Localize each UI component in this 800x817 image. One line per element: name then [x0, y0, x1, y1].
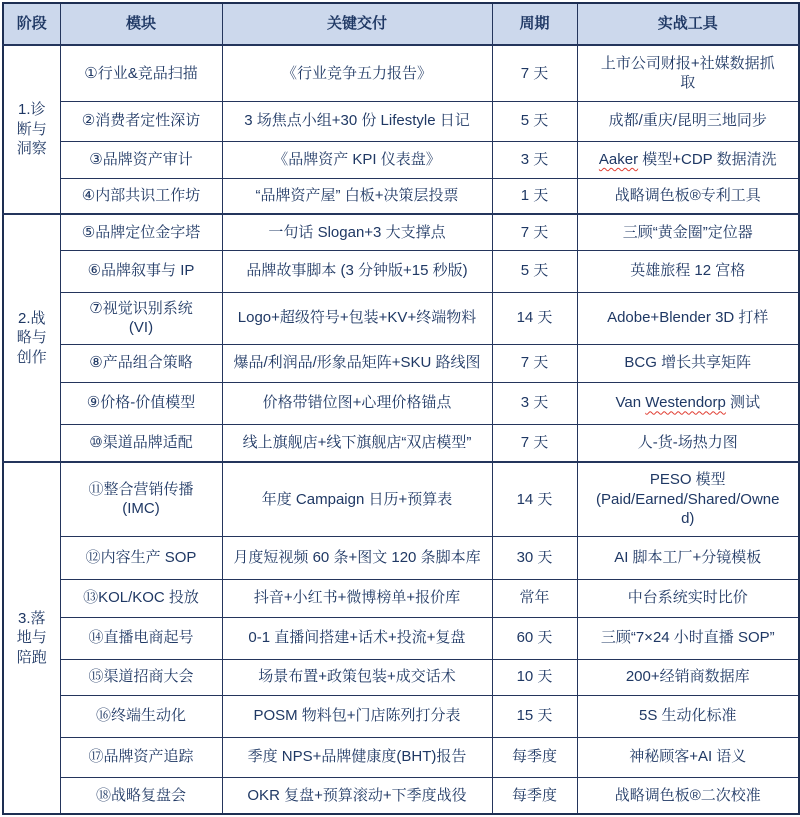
deliverable-cell: OKR 复盘+预算滚动+下季度战役 — [222, 777, 492, 814]
cycle-cell: 3 天 — [492, 382, 577, 424]
module-cell: ⑧产品组合策略 — [60, 344, 222, 382]
tool-cell: 上市公司财报+社媒数据抓取 — [577, 45, 799, 101]
spellcheck-underline: Aaker — [598, 150, 639, 168]
table-row — [3, 579, 799, 617]
table-row — [3, 101, 799, 141]
cycle-cell: 7 天 — [492, 45, 577, 101]
deliverable-cell: 0-1 直播间搭建+话术+投流+复盘 — [222, 617, 492, 659]
cycle-cell: 常年 — [492, 579, 577, 617]
table-row — [3, 45, 799, 101]
deliverable-cell: “品牌资产屋” 白板+决策层投票 — [222, 178, 492, 214]
cycle-cell: 10 天 — [492, 659, 577, 695]
table-row — [3, 777, 799, 814]
deliverable-cell: 价格带错位图+心理价格锚点 — [222, 382, 492, 424]
column-header-cycle: 周期 — [492, 3, 577, 45]
deliverable-cell: 《品牌资产 KPI 仪表盘》 — [222, 141, 492, 178]
table-row — [3, 617, 799, 659]
deliverable-cell: 3 场焦点小组+30 份 Lifestyle 日记 — [222, 101, 492, 141]
module-cell: ⑭直播电商起号 — [60, 617, 222, 659]
tool-cell: AI 脚本工厂+分镜模板 — [577, 536, 799, 579]
phase-label-2: 2.战略与创作 — [3, 214, 60, 462]
tool-cell: 中台系统实时比价 — [577, 579, 799, 617]
module-cell: ⑯终端生动化 — [60, 695, 222, 737]
table-row — [3, 344, 799, 382]
tool-cell: 战略调色板®二次校准 — [577, 777, 799, 814]
deliverable-cell: 线上旗舰店+线下旗舰店“双店模型” — [222, 424, 492, 462]
deliverable-cell: 一句话 Slogan+3 大支撑点 — [222, 214, 492, 250]
cycle-cell: 14 天 — [492, 462, 577, 536]
module-cell: ①行业&竞品扫描 — [60, 45, 222, 101]
deliverable-cell: 《行业竞争五力报告》 — [222, 45, 492, 101]
module-cell: ⑬KOL/KOC 投放 — [60, 579, 222, 617]
tool-cell: 战略调色板®专利工具 — [577, 178, 799, 214]
module-cell: ⑱战略复盘会 — [60, 777, 222, 814]
table-row — [3, 250, 799, 292]
tool-cell: 三顾“黄金圈”定位器 — [577, 214, 799, 250]
table-row — [3, 178, 799, 214]
tool-cell: BCG 增长共享矩阵 — [577, 344, 799, 382]
column-header-tools: 实战工具 — [577, 3, 799, 45]
deliverable-cell: Logo+超级符号+包装+KV+终端物料 — [222, 292, 492, 344]
tool-cell: 200+经销商数据库 — [577, 659, 799, 695]
tool-cell: 成都/重庆/昆明三地同步 — [577, 101, 799, 141]
deliverable-cell: 抖音+小红书+微博榜单+报价库 — [222, 579, 492, 617]
spellcheck-underline: Westendorp — [645, 394, 726, 412]
module-cell: ④内部共识工作坊 — [60, 178, 222, 214]
tool-cell: 英雄旅程 12 宫格 — [577, 250, 799, 292]
module-cell: ⑥品牌叙事与 IP — [60, 250, 222, 292]
phase-label-3: 3.落地与陪跑 — [3, 462, 60, 814]
column-header-deliverable: 关键交付 — [222, 3, 492, 45]
deliverable-cell: 场景布置+政策包装+成交话术 — [222, 659, 492, 695]
phase-label-1: 1.诊断与洞察 — [3, 45, 60, 214]
table-row — [3, 382, 799, 424]
tool-cell: 人-货-场热力图 — [577, 424, 799, 462]
cycle-cell: 7 天 — [492, 214, 577, 250]
tool-cell: Aaker 模型+CDP 数据清洗 — [577, 141, 799, 178]
module-cell: ⑫内容生产 SOP — [60, 536, 222, 579]
cycle-cell: 14 天 — [492, 292, 577, 344]
module-cell: ⑤品牌定位金字塔 — [60, 214, 222, 250]
deliverable-cell: 年度 Campaign 日历+预算表 — [222, 462, 492, 536]
deliverable-cell: POSM 物料包+门店陈列打分表 — [222, 695, 492, 737]
module-cell: ⑪整合营销传播 (IMC) — [60, 462, 222, 536]
tool-cell: Van Westendorp 测试 — [577, 382, 799, 424]
table-row — [3, 292, 799, 344]
table-row — [3, 659, 799, 695]
table-row — [3, 214, 799, 250]
cycle-cell: 60 天 — [492, 617, 577, 659]
table-header-row — [3, 3, 799, 45]
module-cell: ⑰品牌资产追踪 — [60, 737, 222, 777]
column-header-module: 模块 — [60, 3, 222, 45]
module-cell: ⑨价格-价值模型 — [60, 382, 222, 424]
table-row — [3, 536, 799, 579]
brand-program-table — [2, 2, 800, 815]
module-cell: ⑦视觉识别系统 (VI) — [60, 292, 222, 344]
cycle-cell: 每季度 — [492, 737, 577, 777]
deliverable-cell: 季度 NPS+品牌健康度(BHT)报告 — [222, 737, 492, 777]
cycle-cell: 3 天 — [492, 141, 577, 178]
cycle-cell: 1 天 — [492, 178, 577, 214]
table-body — [3, 45, 799, 814]
tool-cell: 神秘顾客+AI 语义 — [577, 737, 799, 777]
cycle-cell: 5 天 — [492, 101, 577, 141]
table-row — [3, 141, 799, 178]
column-header-phase: 阶段 — [3, 3, 60, 45]
table-row — [3, 695, 799, 737]
cycle-cell: 7 天 — [492, 344, 577, 382]
tool-cell: Adobe+Blender 3D 打样 — [577, 292, 799, 344]
cycle-cell: 7 天 — [492, 424, 577, 462]
table-row — [3, 737, 799, 777]
cycle-cell: 30 天 — [492, 536, 577, 579]
table-row — [3, 424, 799, 462]
cycle-cell: 每季度 — [492, 777, 577, 814]
module-cell: ⑮渠道招商大会 — [60, 659, 222, 695]
deliverable-cell: 品牌故事脚本 (3 分钟版+15 秒版) — [222, 250, 492, 292]
deliverable-cell: 月度短视频 60 条+图文 120 条脚本库 — [222, 536, 492, 579]
tool-cell: PESO 模型 (Paid/Earned/Shared/Owned) — [577, 462, 799, 536]
table-row — [3, 462, 799, 536]
tool-cell: 三顾“7×24 小时直播 SOP” — [577, 617, 799, 659]
cycle-cell: 5 天 — [492, 250, 577, 292]
module-cell: ⑩渠道品牌适配 — [60, 424, 222, 462]
deliverable-cell: 爆品/利润品/形象品矩阵+SKU 路线图 — [222, 344, 492, 382]
cycle-cell: 15 天 — [492, 695, 577, 737]
module-cell: ③品牌资产审计 — [60, 141, 222, 178]
module-cell: ②消费者定性深访 — [60, 101, 222, 141]
tool-cell: 5S 生动化标准 — [577, 695, 799, 737]
